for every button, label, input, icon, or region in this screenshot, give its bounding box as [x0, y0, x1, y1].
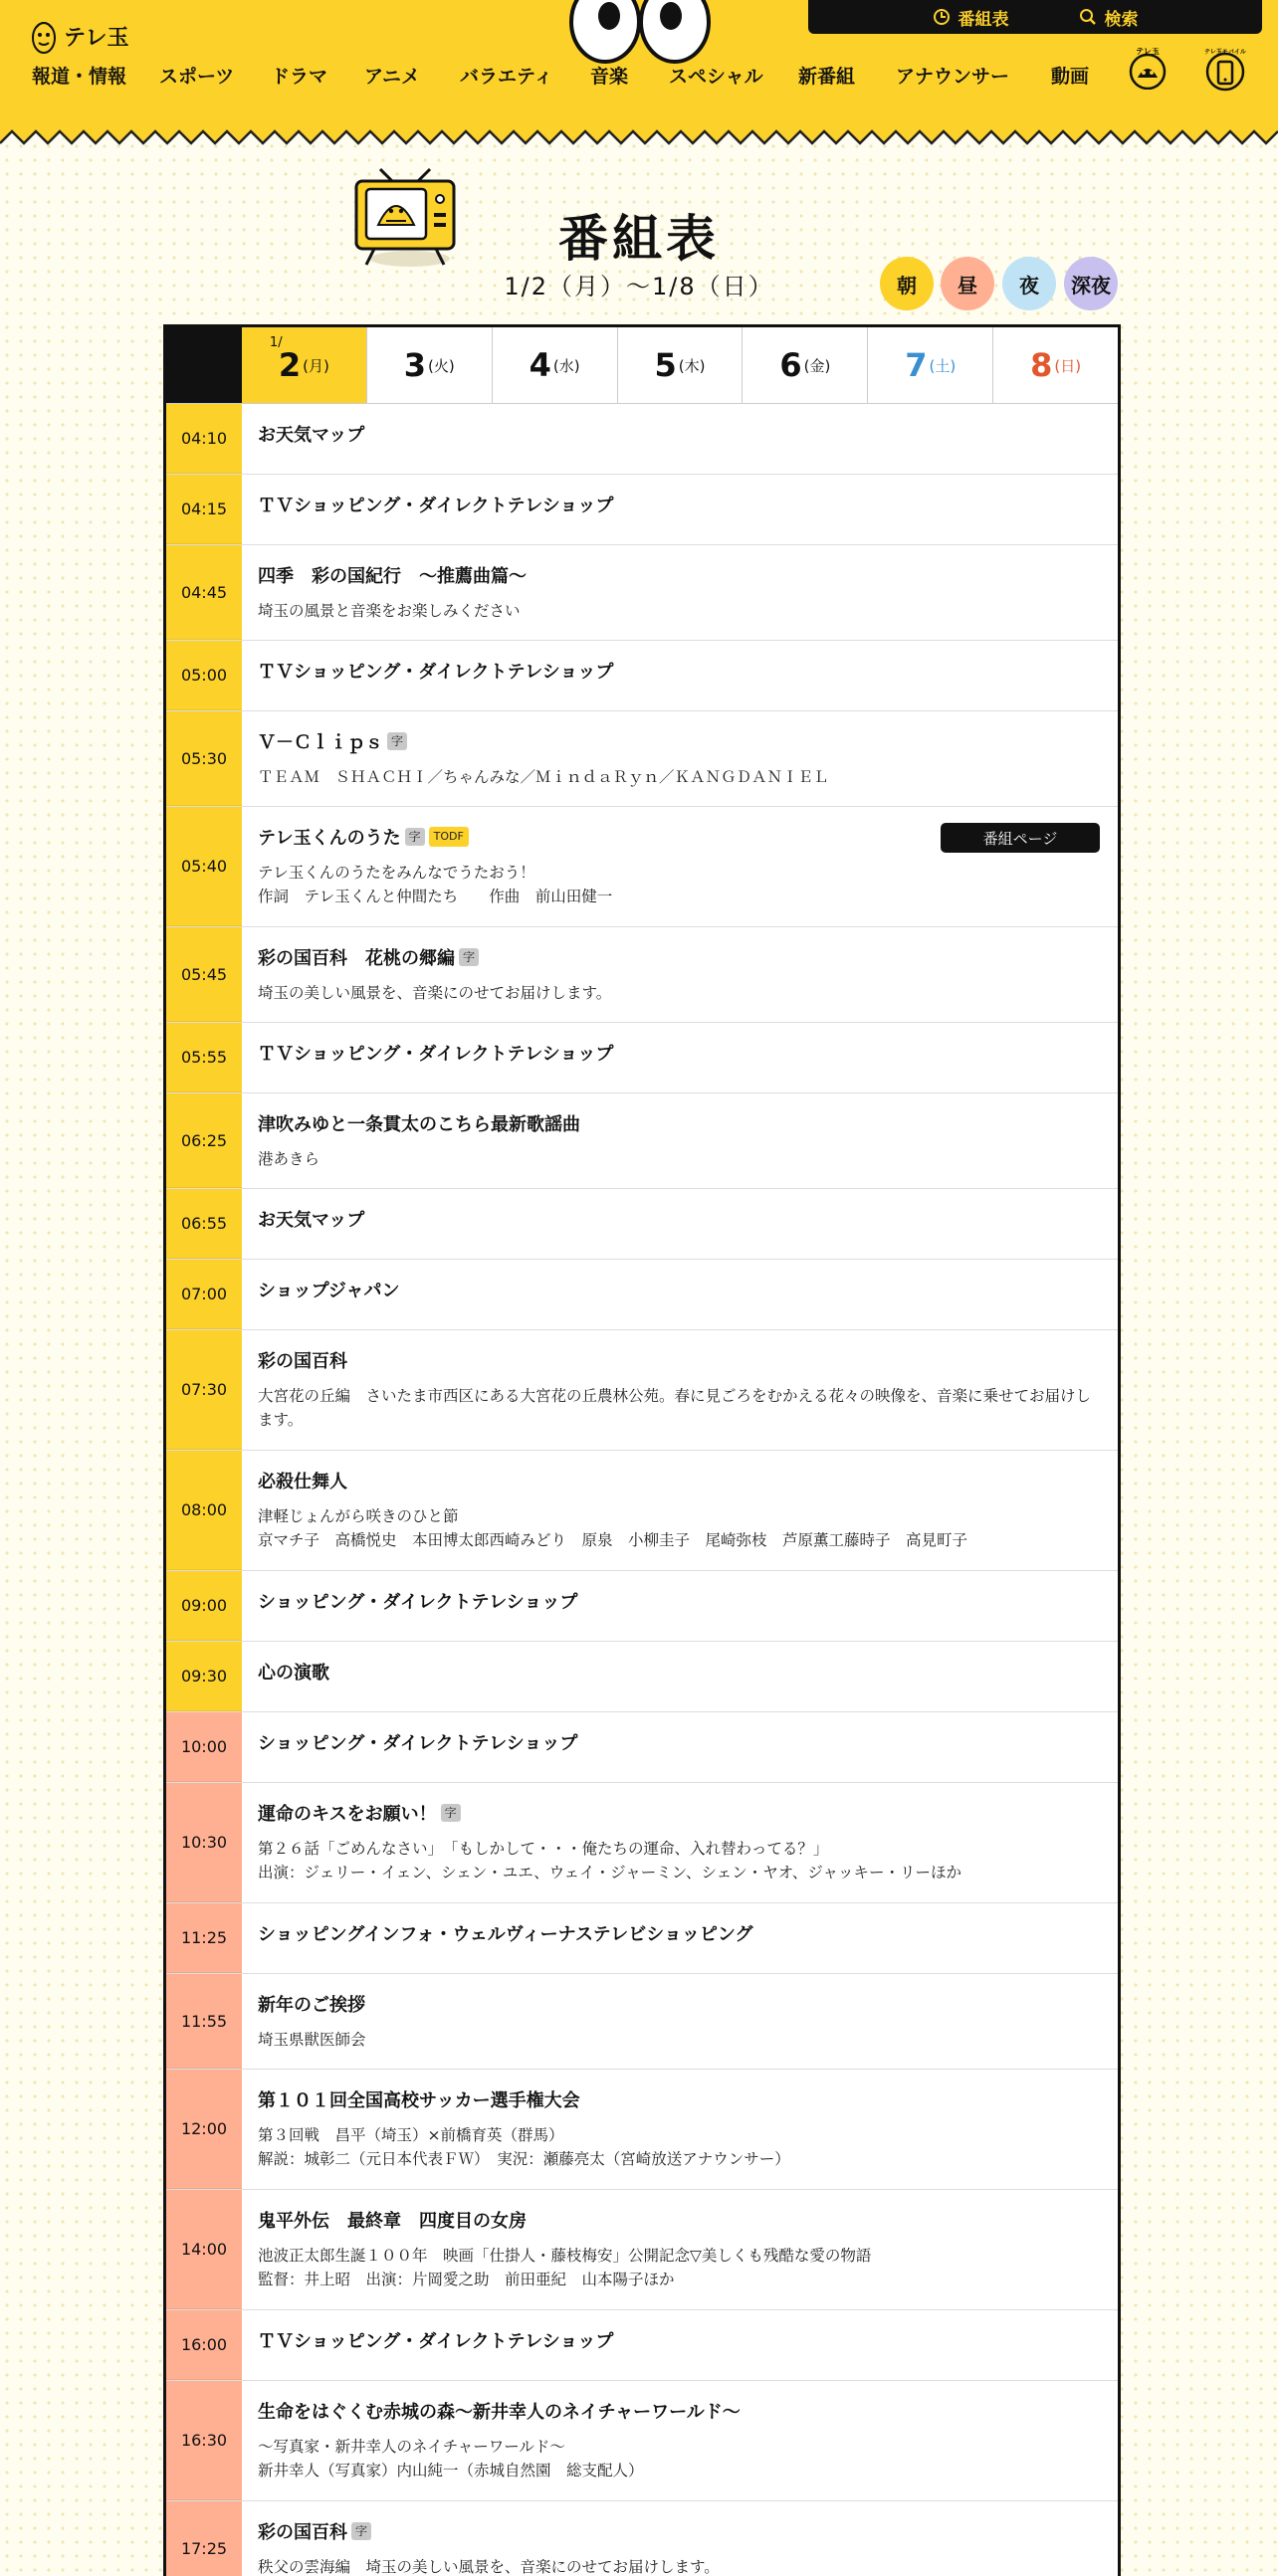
program-info — [242, 2070, 1118, 2189]
day-tab-6[interactable] — [742, 327, 867, 403]
search-link-label: 検索 — [1104, 9, 1139, 30]
program-description-line: 京マチ子 高橋悦史 本田博太郎西崎みどり 原泉 小柳圭子 尾崎弥枝 芦原薫工藤時子 高見町子 — [258, 1531, 968, 1549]
day-number: 5 — [654, 346, 677, 384]
program-title-wrap[interactable] — [258, 2327, 613, 2353]
nav-music[interactable]: 音楽 — [590, 66, 629, 88]
day-tab-3[interactable] — [366, 327, 492, 403]
mobile-icon-label: テレ玉モバイル — [1204, 49, 1246, 56]
program-row[interactable] — [166, 1260, 1118, 1330]
day-tab-2[interactable] — [242, 327, 366, 403]
subtitle-badge: 字 — [387, 732, 407, 750]
program-title-wrap[interactable] — [258, 1729, 577, 1755]
nav-anime[interactable]: アニメ — [364, 66, 421, 88]
program-description-line: 秩父の雲海編 埼玉の美しい風景を、音楽にのせてお届けします。 — [258, 2558, 720, 2576]
day-number: 7 — [905, 346, 928, 384]
day-number: 4 — [529, 346, 551, 384]
program-row[interactable] — [166, 807, 1118, 927]
search-link[interactable] — [1079, 5, 1139, 30]
program-title: 運命のキスをお願い！ — [258, 1804, 437, 1825]
day-tab-7[interactable] — [867, 327, 992, 403]
program-row[interactable] — [166, 1093, 1118, 1189]
program-description — [258, 599, 1106, 623]
program-title-wrap[interactable] — [258, 728, 407, 754]
time-of-day-morning[interactable]: 朝 — [880, 257, 934, 310]
program-description-line: ～写真家・新井幸人のネイチャーワールド～ — [258, 2438, 565, 2456]
day-weekday: (日) — [1054, 356, 1082, 375]
program-description-line: 埼玉の美しい風景を、音楽にのせてお届けします。 — [258, 984, 612, 1002]
program-title-wrap[interactable] — [258, 2398, 741, 2424]
program-time: 05:30 — [166, 711, 242, 806]
program-time: 16:00 — [166, 2310, 242, 2380]
program-list — [166, 404, 1118, 2576]
subtitle-badge: 字 — [459, 948, 479, 966]
program-info — [242, 1023, 1118, 1092]
day-weekday: (水) — [552, 356, 580, 375]
program-title-wrap[interactable] — [258, 2086, 580, 2112]
nav-new-programs[interactable]: 新番組 — [798, 66, 856, 88]
program-title-wrap[interactable] — [258, 1991, 365, 2017]
mascot-logo-icon — [30, 16, 58, 56]
program-row[interactable] — [166, 1642, 1118, 1712]
program-description-line: 大宮花の丘編 さいたま市西区にある大宮花の丘農林公苑。春に見ごろをむかえる花々の映像を、音楽に乗せてお届けします。 — [258, 1387, 1092, 1429]
main-nav — [0, 62, 1278, 92]
program-title: ショッピングインフォ・ウェルヴィーナステレビショッピング — [258, 1924, 753, 1945]
mobile-icon[interactable] — [1203, 48, 1247, 92]
program-info — [242, 1260, 1118, 1329]
program-title-wrap[interactable] — [258, 421, 364, 447]
program-row[interactable] — [166, 1571, 1118, 1642]
program-info — [242, 2310, 1118, 2380]
program-title: 彩の国百科 — [258, 1351, 347, 1372]
program-title-wrap[interactable] — [258, 1277, 400, 1302]
site-logo[interactable] — [30, 16, 129, 56]
program-title-wrap[interactable] — [258, 1800, 461, 1826]
subtitle-badge: 字 — [351, 2522, 371, 2540]
program-description — [258, 981, 1106, 1005]
program-info — [242, 1642, 1118, 1711]
day-selector — [166, 327, 1118, 404]
program-time: 06:25 — [166, 1093, 242, 1188]
program-row[interactable] — [166, 2381, 1118, 2501]
program-title: 彩の国百科 — [258, 2522, 347, 2543]
program-description-line: 解説：城彰二（元日本代表ＦＷ） 実況：瀬藤亮太（宮崎放送アナウンサー） — [258, 2150, 790, 2168]
site-header — [0, 0, 1278, 149]
day-weekday: (金) — [803, 356, 831, 375]
program-title: ショップジャパン — [258, 1281, 400, 1301]
program-schedule — [163, 324, 1121, 2576]
program-time: 06:55 — [166, 1189, 242, 1259]
program-row[interactable] — [166, 545, 1118, 641]
program-info — [242, 2190, 1118, 2309]
program-title: テレ玉くんのうた — [258, 828, 401, 849]
mascot-icon[interactable] — [1128, 48, 1168, 90]
program-title-wrap[interactable] — [258, 2207, 527, 2233]
program-title: お天気マップ — [258, 425, 365, 446]
time-of-day-evening[interactable]: 夜 — [1002, 257, 1056, 310]
todf-badge: TODF — [429, 827, 469, 847]
program-title: Ｖ－Ｃｌｉｐｓ — [258, 732, 383, 753]
program-title: ＴＶショッピング・ダイレクトテレショップ — [258, 495, 614, 516]
program-description-line: 埼玉県獣医師会 — [258, 2031, 366, 2049]
top-utility-bar — [808, 0, 1262, 34]
program-row[interactable] — [166, 1330, 1118, 1451]
program-time: 05:45 — [166, 927, 242, 1022]
program-info — [242, 1571, 1118, 1641]
time-of-day-afternoon[interactable]: 昼 — [941, 257, 994, 310]
search-icon — [1079, 8, 1097, 26]
nav-variety[interactable]: バラエティ — [460, 66, 553, 88]
day-month: 1/ — [269, 335, 283, 350]
program-row[interactable] — [166, 927, 1118, 1023]
program-description-line: 出演：ジェリー・イェン、シェン・ユエ、ウェイ・ジャーミン、シェン・ヤオ、ジャッキー・リーほか — [258, 1864, 962, 1882]
program-row[interactable] — [166, 1712, 1118, 1783]
program-title-wrap[interactable] — [258, 562, 527, 588]
program-description-line: 第３回戦 昌平（埼玉）×前橋育英（群馬） — [258, 2126, 564, 2144]
program-info — [242, 475, 1118, 544]
program-description-line: ＴＥＡＭ ＳＨＡＣＨＩ／ちゃんみな／ＭｉｎｄａＲｙｎ／ＫＡＮＧＤＡＮＩＥＬ — [258, 768, 829, 786]
schedule-link-label: 番組表 — [958, 9, 1009, 30]
mascot-icon-label: テレ玉 — [1136, 48, 1160, 56]
mascot-eyes-icon — [567, 0, 717, 66]
program-time: 09:30 — [166, 1642, 242, 1711]
program-title-wrap[interactable] — [258, 944, 479, 970]
program-title: 彩の国百科 花桃の郷編 — [258, 948, 455, 969]
program-row[interactable] — [166, 1189, 1118, 1260]
program-title-wrap[interactable] — [258, 658, 613, 684]
clock-icon — [933, 8, 951, 26]
program-description — [258, 765, 1106, 789]
program-title-wrap[interactable] — [258, 1468, 347, 1493]
program-description — [258, 2244, 1106, 2291]
program-time: 11:25 — [166, 1903, 242, 1973]
program-time: 16:30 — [166, 2381, 242, 2500]
program-row[interactable] — [166, 641, 1118, 711]
program-row[interactable] — [166, 2190, 1118, 2310]
program-time: 04:15 — [166, 475, 242, 544]
program-title-wrap[interactable] — [258, 1347, 347, 1373]
program-info — [242, 807, 1118, 926]
program-title-wrap[interactable] — [258, 1588, 577, 1614]
date-range: 1/2（月）〜1/8（日） — [504, 273, 774, 300]
program-title: ショッピング・ダイレクトテレショップ — [258, 1592, 578, 1613]
day-tab-8[interactable] — [992, 327, 1118, 403]
nav-sports[interactable]: スポーツ — [159, 66, 235, 88]
program-title-wrap[interactable] — [258, 1659, 329, 1684]
program-description — [258, 1504, 1106, 1552]
time-of-day-late-night[interactable]: 深夜 — [1064, 257, 1118, 310]
program-time: 07:00 — [166, 1260, 242, 1329]
day-tab-5[interactable] — [617, 327, 743, 403]
program-info — [242, 1189, 1118, 1259]
nav-special[interactable]: スペシャル — [669, 66, 763, 88]
program-description — [258, 1384, 1106, 1432]
program-description-line: テレ玉くんのうたをみんなでうたおう！ — [258, 864, 535, 882]
program-info — [242, 2501, 1118, 2576]
program-title-wrap[interactable] — [258, 1206, 364, 1232]
program-time: 07:30 — [166, 1330, 242, 1450]
program-info — [242, 404, 1118, 474]
program-info — [242, 1451, 1118, 1570]
day-number: 6 — [779, 346, 802, 384]
program-info — [242, 1974, 1118, 2069]
day-weekday: (木) — [678, 356, 706, 375]
program-description — [258, 2555, 1106, 2576]
program-title: 心の演歌 — [258, 1663, 329, 1684]
program-description-line: 監督：井上昭 出演：片岡愛之助 前田亜紀 山本陽子ほか — [258, 2271, 675, 2288]
program-time: 04:45 — [166, 545, 242, 640]
program-time: 10:00 — [166, 1712, 242, 1782]
program-time: 14:00 — [166, 2190, 242, 2309]
subtitle-badge: 字 — [441, 1804, 461, 1822]
program-description-line: 埼玉の風景と音楽をお楽しみください — [258, 602, 521, 620]
day-weekday: (土) — [929, 356, 957, 375]
program-row[interactable] — [166, 475, 1118, 545]
day-weekday: (火) — [428, 356, 455, 375]
program-title: ＴＶショッピング・ダイレクトテレショップ — [258, 2331, 614, 2352]
logo-text: テレ玉 — [64, 25, 129, 51]
program-description — [258, 1837, 1106, 1884]
nav-announcer[interactable]: アナウンサー — [896, 66, 1010, 88]
program-info — [242, 1783, 1118, 1902]
program-info — [242, 1330, 1118, 1450]
program-title: 新年のご挨拶 — [258, 1995, 365, 2016]
program-title: ショッピング・ダイレクトテレショップ — [258, 1733, 578, 1754]
program-title-wrap[interactable] — [258, 1110, 580, 1136]
program-page-button[interactable]: 番組ページ — [941, 823, 1100, 853]
program-info — [242, 1903, 1118, 1973]
program-description — [258, 2123, 1106, 2171]
program-row[interactable] — [166, 2070, 1118, 2190]
program-row[interactable] — [166, 404, 1118, 475]
program-info — [242, 1093, 1118, 1188]
nav-video[interactable]: 動画 — [1051, 66, 1090, 88]
program-title: 生命をはぐくむ赤城の森～新井幸人のネイチャーワールド～ — [258, 2402, 741, 2423]
program-title: 四季 彩の国紀行 ～推薦曲篇～ — [258, 566, 527, 587]
program-description-line: 新井幸人（写真家）内山純一（赤城自然園 総支配人） — [258, 2462, 644, 2479]
program-description — [258, 1147, 1106, 1171]
program-title: ＴＶショッピング・ダイレクトテレショップ — [258, 662, 614, 683]
program-title: 必殺仕舞人 — [258, 1472, 347, 1492]
program-info — [242, 2381, 1118, 2500]
day-header-corner — [166, 327, 242, 403]
day-number: 3 — [403, 346, 426, 384]
program-time: 05:55 — [166, 1023, 242, 1092]
schedule-link[interactable] — [933, 5, 1009, 30]
day-tab-4[interactable] — [492, 327, 617, 403]
program-title: ＴＶショッピング・ダイレクトテレショップ — [258, 1044, 614, 1065]
program-description-line: 第２６話「ごめんなさい」 「もしかして・・・俺たちの運命、入れ替わってる？」 — [258, 1840, 829, 1858]
subtitle-badge: 字 — [405, 828, 425, 846]
program-row[interactable] — [166, 1451, 1118, 1571]
nav-drama[interactable]: ドラマ — [271, 66, 328, 88]
program-description-line: 津軽じょんがら咲きのひと節 — [258, 1507, 459, 1525]
day-number: 8 — [1030, 346, 1053, 384]
page-title: 番組表 — [558, 210, 720, 268]
program-time: 08:00 — [166, 1451, 242, 1570]
program-description — [258, 861, 1106, 908]
program-time: 11:55 — [166, 1974, 242, 2069]
program-description — [258, 2028, 1106, 2052]
program-info — [242, 711, 1118, 806]
day-weekday: (月) — [303, 356, 329, 375]
program-info — [242, 545, 1118, 640]
nav-news[interactable]: 報道・情報 — [32, 66, 127, 88]
program-info — [242, 927, 1118, 1022]
program-description-line: 港あきら — [258, 1150, 320, 1168]
program-time: 05:00 — [166, 641, 242, 710]
program-title: 津吹みゆと一条貫太のこちら最新歌謡曲 — [258, 1114, 580, 1135]
program-title-wrap[interactable] — [258, 824, 469, 850]
program-description — [258, 2435, 1106, 2482]
program-title: お天気マップ — [258, 1210, 365, 1231]
program-info — [242, 641, 1118, 710]
program-description-line: 池波正太郎生誕１００年 映画「仕掛人・藤枝梅安」公開記念▽美しくも残酷な愛の物語 — [258, 2247, 872, 2265]
program-row[interactable] — [166, 1903, 1118, 1974]
program-time: 09:00 — [166, 1571, 242, 1641]
program-title-wrap[interactable] — [258, 1920, 753, 1946]
program-time: 12:00 — [166, 2070, 242, 2189]
program-time: 05:40 — [166, 807, 242, 926]
program-info — [242, 1712, 1118, 1782]
program-title: 鬼平外伝 最終章 四度目の女房 — [258, 2211, 527, 2232]
day-number: 2 — [278, 346, 302, 384]
program-title-wrap[interactable] — [258, 492, 613, 517]
program-time: 10:30 — [166, 1783, 242, 1902]
program-row[interactable] — [166, 1974, 1118, 2070]
program-title-wrap[interactable] — [258, 1040, 613, 1066]
program-description-line: 作詞 テレ玉くんと仲間たち 作曲 前山田健一 — [258, 888, 613, 905]
program-row[interactable] — [166, 2310, 1118, 2381]
program-title: 第１０１回全国高校サッカー選手権大会 — [258, 2090, 580, 2111]
program-row[interactable] — [166, 1783, 1118, 1903]
program-row[interactable] — [166, 2501, 1118, 2576]
program-time: 17:25 — [166, 2501, 242, 2576]
program-row[interactable] — [166, 1023, 1118, 1093]
program-row[interactable] — [166, 711, 1118, 807]
program-time: 04:10 — [166, 404, 242, 474]
program-title-wrap[interactable] — [258, 2518, 371, 2544]
